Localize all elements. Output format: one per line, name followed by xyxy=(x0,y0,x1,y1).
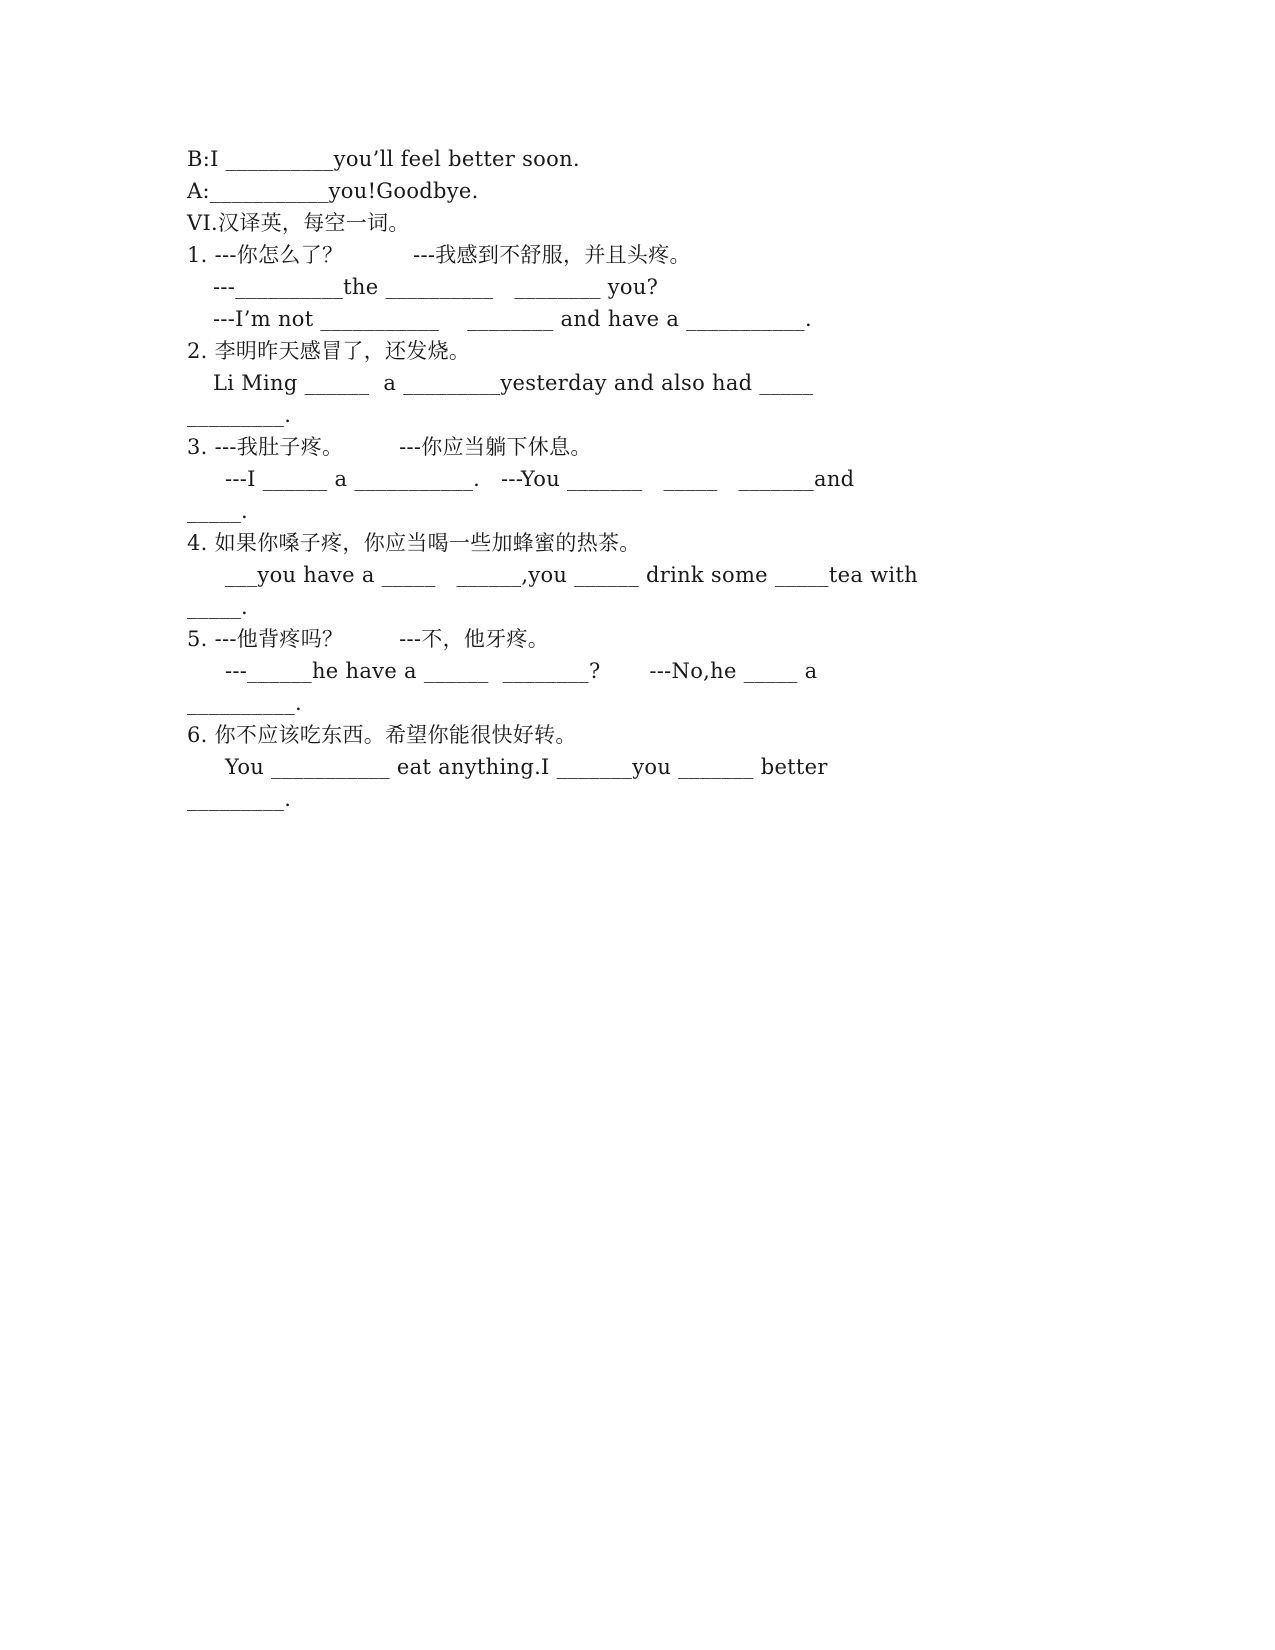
exercise-item-4 xyxy=(187,527,1087,623)
exercise-item-5 xyxy=(187,623,1087,719)
dialogue-line-a: A:___________you!Goodbye. xyxy=(187,179,479,203)
item-answer-line: ---__________the __________ ________ you? xyxy=(213,275,659,299)
item-answer-line: ---I ______ a ___________. ---You _______ _____ _______and xyxy=(225,467,855,491)
item-answer-wrap: _________. xyxy=(187,403,292,427)
item-answer-line: ---I’m not ___________ ________ and have a ___________. xyxy=(213,307,812,331)
item-answer-line: Li Ming ______ a _________yesterday and also had _____ xyxy=(213,371,814,395)
exercise-item-1 xyxy=(187,239,1087,335)
dialogue-line-b: B:I __________you’ll feel better soon. xyxy=(187,147,580,171)
item-prompt: 5. ---他背疼吗？ ---不，他牙疼。 xyxy=(187,627,550,651)
item-answer-wrap: _____. xyxy=(187,499,248,523)
item-prompt: 2. 李明昨天感冒了，还发烧。 xyxy=(187,339,471,363)
item-answer-line: You ___________ eat anything.I _______you _______ better xyxy=(225,755,828,779)
item-answer-wrap: __________. xyxy=(187,691,302,715)
item-prompt: 6. 你不应该吃东西。希望你能很快好转。 xyxy=(187,723,577,747)
item-prompt: 3. ---我肚子疼。 ---你应当躺下休息。 xyxy=(187,435,592,459)
item-prompt: 4. 如果你嗓子疼，你应当喝一些加蜂蜜的热茶。 xyxy=(187,531,641,555)
section-heading: VI.汉译英，每空一词。 xyxy=(187,211,410,235)
exercise-item-6 xyxy=(187,719,1087,815)
item-answer-line: ---______he have a ______ ________? ---No,he _____ a xyxy=(225,659,818,683)
worksheet-page xyxy=(187,143,1087,815)
item-answer-wrap: _________. xyxy=(187,787,292,811)
exercise-item-2 xyxy=(187,335,1087,431)
exercise-item-3 xyxy=(187,431,1087,527)
item-answer-line: ___you have a _____ ______,you ______ drink some _____tea with xyxy=(225,563,918,587)
item-answer-wrap: _____. xyxy=(187,595,248,619)
item-prompt: 1. ---你怎么了？ ---我感到不舒服，并且头疼。 xyxy=(187,243,691,267)
